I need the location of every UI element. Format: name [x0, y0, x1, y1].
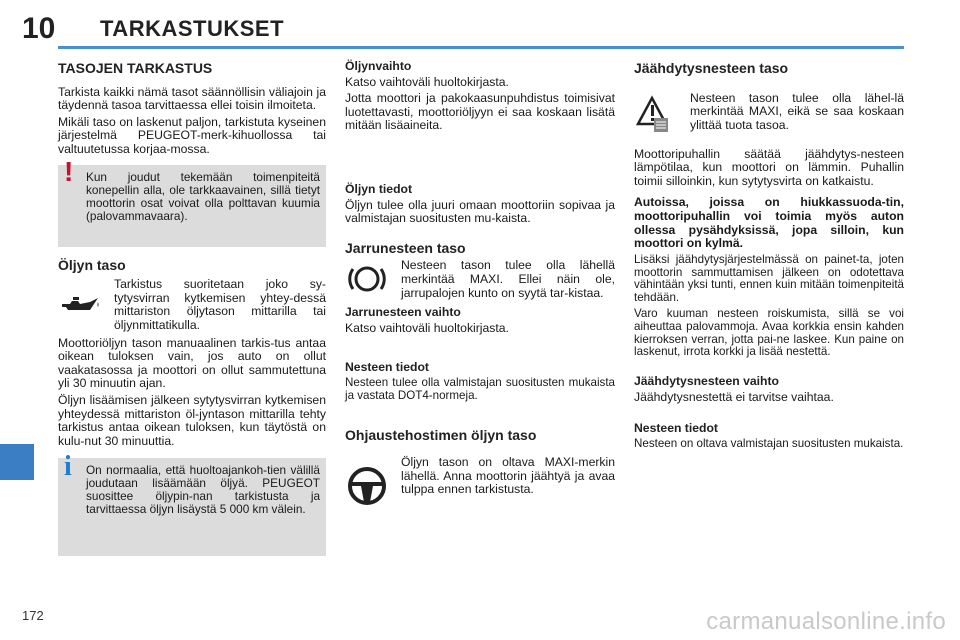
warning-text: Kun joudut tekemään toimenpiteitä konepellin alla, ole tarkkaavainen, sillä tietyt moottorin osat voivat olla polttavan kuumia (palovammavaara). [86, 169, 320, 223]
brake-fluid-icon [345, 259, 389, 303]
oil-paragraph-2: Moottoriöljyn tason manuaalinen tarkis-tus antaa oikean tuloksen vain, jos auto on ollut vaakatasossa ja moottori on ollut sammutettuna yli 30 minuutin ajan. [58, 335, 326, 391]
steering-text: Öljyn tason on oltava MAXI-merkin lähellä. Anna moottorin jäähtyä ja avaa tulppa ennen tarkistusta. [401, 455, 615, 497]
brake-spec-text: Nesteen tulee olla valmistajan suositusten mukaista ja vastata DOT4-normeja. [345, 375, 615, 402]
brake-fluid-row [345, 259, 615, 300]
warning-box [58, 155, 326, 247]
oil-change-text-2: Jotta moottori ja pakokaasunpuhdistus toimisivat luotettavasti, moottoriöljyyn ei saa koskaan lisätä mitään lisäaineita. [345, 91, 615, 133]
oil-paragraph-3: Öljyn lisäämisen jälkeen sytytysvirran kytkemisen yhteydessä mittariston öl-jyntason mittarilla tehty tarkistus antaa oikean tuloksen, kun täytöstä on kulu-nut 30 minuuttia. [58, 392, 326, 448]
section-title-levels: TASOJEN TARKASTUS [58, 60, 213, 76]
watermark: carmanualsonline.info [706, 608, 946, 635]
heading-oil-spec: Öljyn tiedot [345, 181, 413, 196]
column-levels [58, 60, 326, 556]
heading-coolant-change: Jäähdytysnesteen vaihto [634, 374, 779, 389]
coolant-paragraph-3: Lisäksi jäähdytysjärjestelmässä on painet-ta, joten moottorin sammuttamisen jälkeen on odotettava vähintään yksi tunti, ennen kuin mitään toimenpiteitä tehdään. [634, 252, 904, 305]
column-oil-brake [345, 60, 615, 500]
levels-paragraph-2: Mikäli taso on laskenut paljon, tarkistuta kyseinen järjestelmä PEUGEOT-merk-kihuollossa tai valtuutetussa korjaa-mossa. [58, 114, 326, 156]
chapter-tab [0, 444, 34, 480]
chapter-number: 10 [22, 12, 56, 45]
section-title-coolant: Jäähdytysnesteen taso [634, 60, 789, 76]
coolant-warning-icon [634, 92, 678, 136]
coolant-level-text: Nesteen tason tulee olla lähel-lä merkintää MAXI, eikä se saa koskaan ylittää tuota tasoa. [690, 90, 904, 132]
steering-wheel-icon [345, 464, 389, 508]
oil-can-icon [58, 284, 102, 328]
heading-coolant-spec: Nesteen tiedot [634, 421, 718, 436]
coolant-paragraph-4: Varo kuuman nesteen roiskumista, sillä se voi aiheuttaa palovammoja. Avaa korkkia ensin kahden kierroksen verran, jotta pai-ne laskee. Kun paine on laskenut, irrota korkki ja lisää nestettä. [634, 306, 904, 359]
info-text: On normaalia, että huoltoajankoh-tien välillä joudutaan lisäämään öljyä. PEUGEOT suosittee öljypin-nan tarkistusta ja tarvittaessa öljyn lisäystä 5 000 km välein. [86, 463, 320, 517]
info-icon: i [64, 451, 72, 483]
levels-paragraph-1: Tarkista kaikki nämä tasot säännöllisin väliajoin ja täydennä tasoa tarvittaessa ellei toisin ilmoiteta. [58, 84, 326, 113]
coolant-bold-note: Autoissa, joissa on hiukkassuoda-tin, moottoripuhallin voi toimia myös auton ollessa pysähdyksissä, jopa silloin, kun moottori on kylmä. [634, 195, 904, 251]
oil-level-text: Tarkistus suoritetaan joko sy-tytysvirran kytkemisen yhtey-dessä mittariston öljytason mittarilla tai öljynmittatikulla. [114, 277, 326, 332]
steering-row [345, 456, 615, 497]
coolant-change-text: Jäähdytysnestettä ei tarvitse vaihtaa. [634, 389, 834, 404]
coolant-row [634, 92, 904, 136]
info-box [58, 451, 326, 556]
section-title-oil-level: Öljyn taso [58, 256, 126, 273]
heading-brake-change: Jarrunesteen vaihto [345, 305, 461, 320]
heading-oil-change: Öljynvaihto [345, 59, 412, 73]
heading-brake-spec: Nesteen tiedot [345, 360, 429, 375]
section-title-brake-fluid: Jarrunesteen taso [345, 239, 466, 256]
coolant-paragraph-2: Moottoripuhallin säätää jäähdytys-nesteen lämpötilaa, kun moottori on lämmin. Puhallin toimii silloinkin, kun sytytysvirta on katkaistu. [634, 146, 904, 188]
oil-change-text-1: Katso vaihtoväli huoltokirjasta. [345, 74, 509, 89]
page-number: 172 [22, 608, 44, 623]
brake-fluid-text: Nesteen tason tulee olla lähellä merkintää MAXI. Ellei näin ole, jarrupalojen kunto on syytä tar-kistaa. [401, 258, 615, 300]
header-rule [58, 46, 904, 49]
chapter-title: TARKASTUKSET [100, 16, 285, 41]
coolant-spec-text: Nesteen on oltava valmistajan suositusten mukaista. [634, 436, 904, 450]
warning-exclamation-icon: ! [64, 155, 74, 187]
column-coolant [634, 60, 904, 454]
brake-change-text: Katso vaihtoväli huoltokirjasta. [345, 320, 509, 335]
oil-level-row [58, 278, 326, 332]
section-title-steering: Ohjaustehostimen öljyn taso [345, 426, 537, 443]
oil-spec-text: Öljyn tulee olla juuri omaan moottoriin sopivaa ja valmistajan suositusten mu-kaista. [345, 197, 615, 226]
